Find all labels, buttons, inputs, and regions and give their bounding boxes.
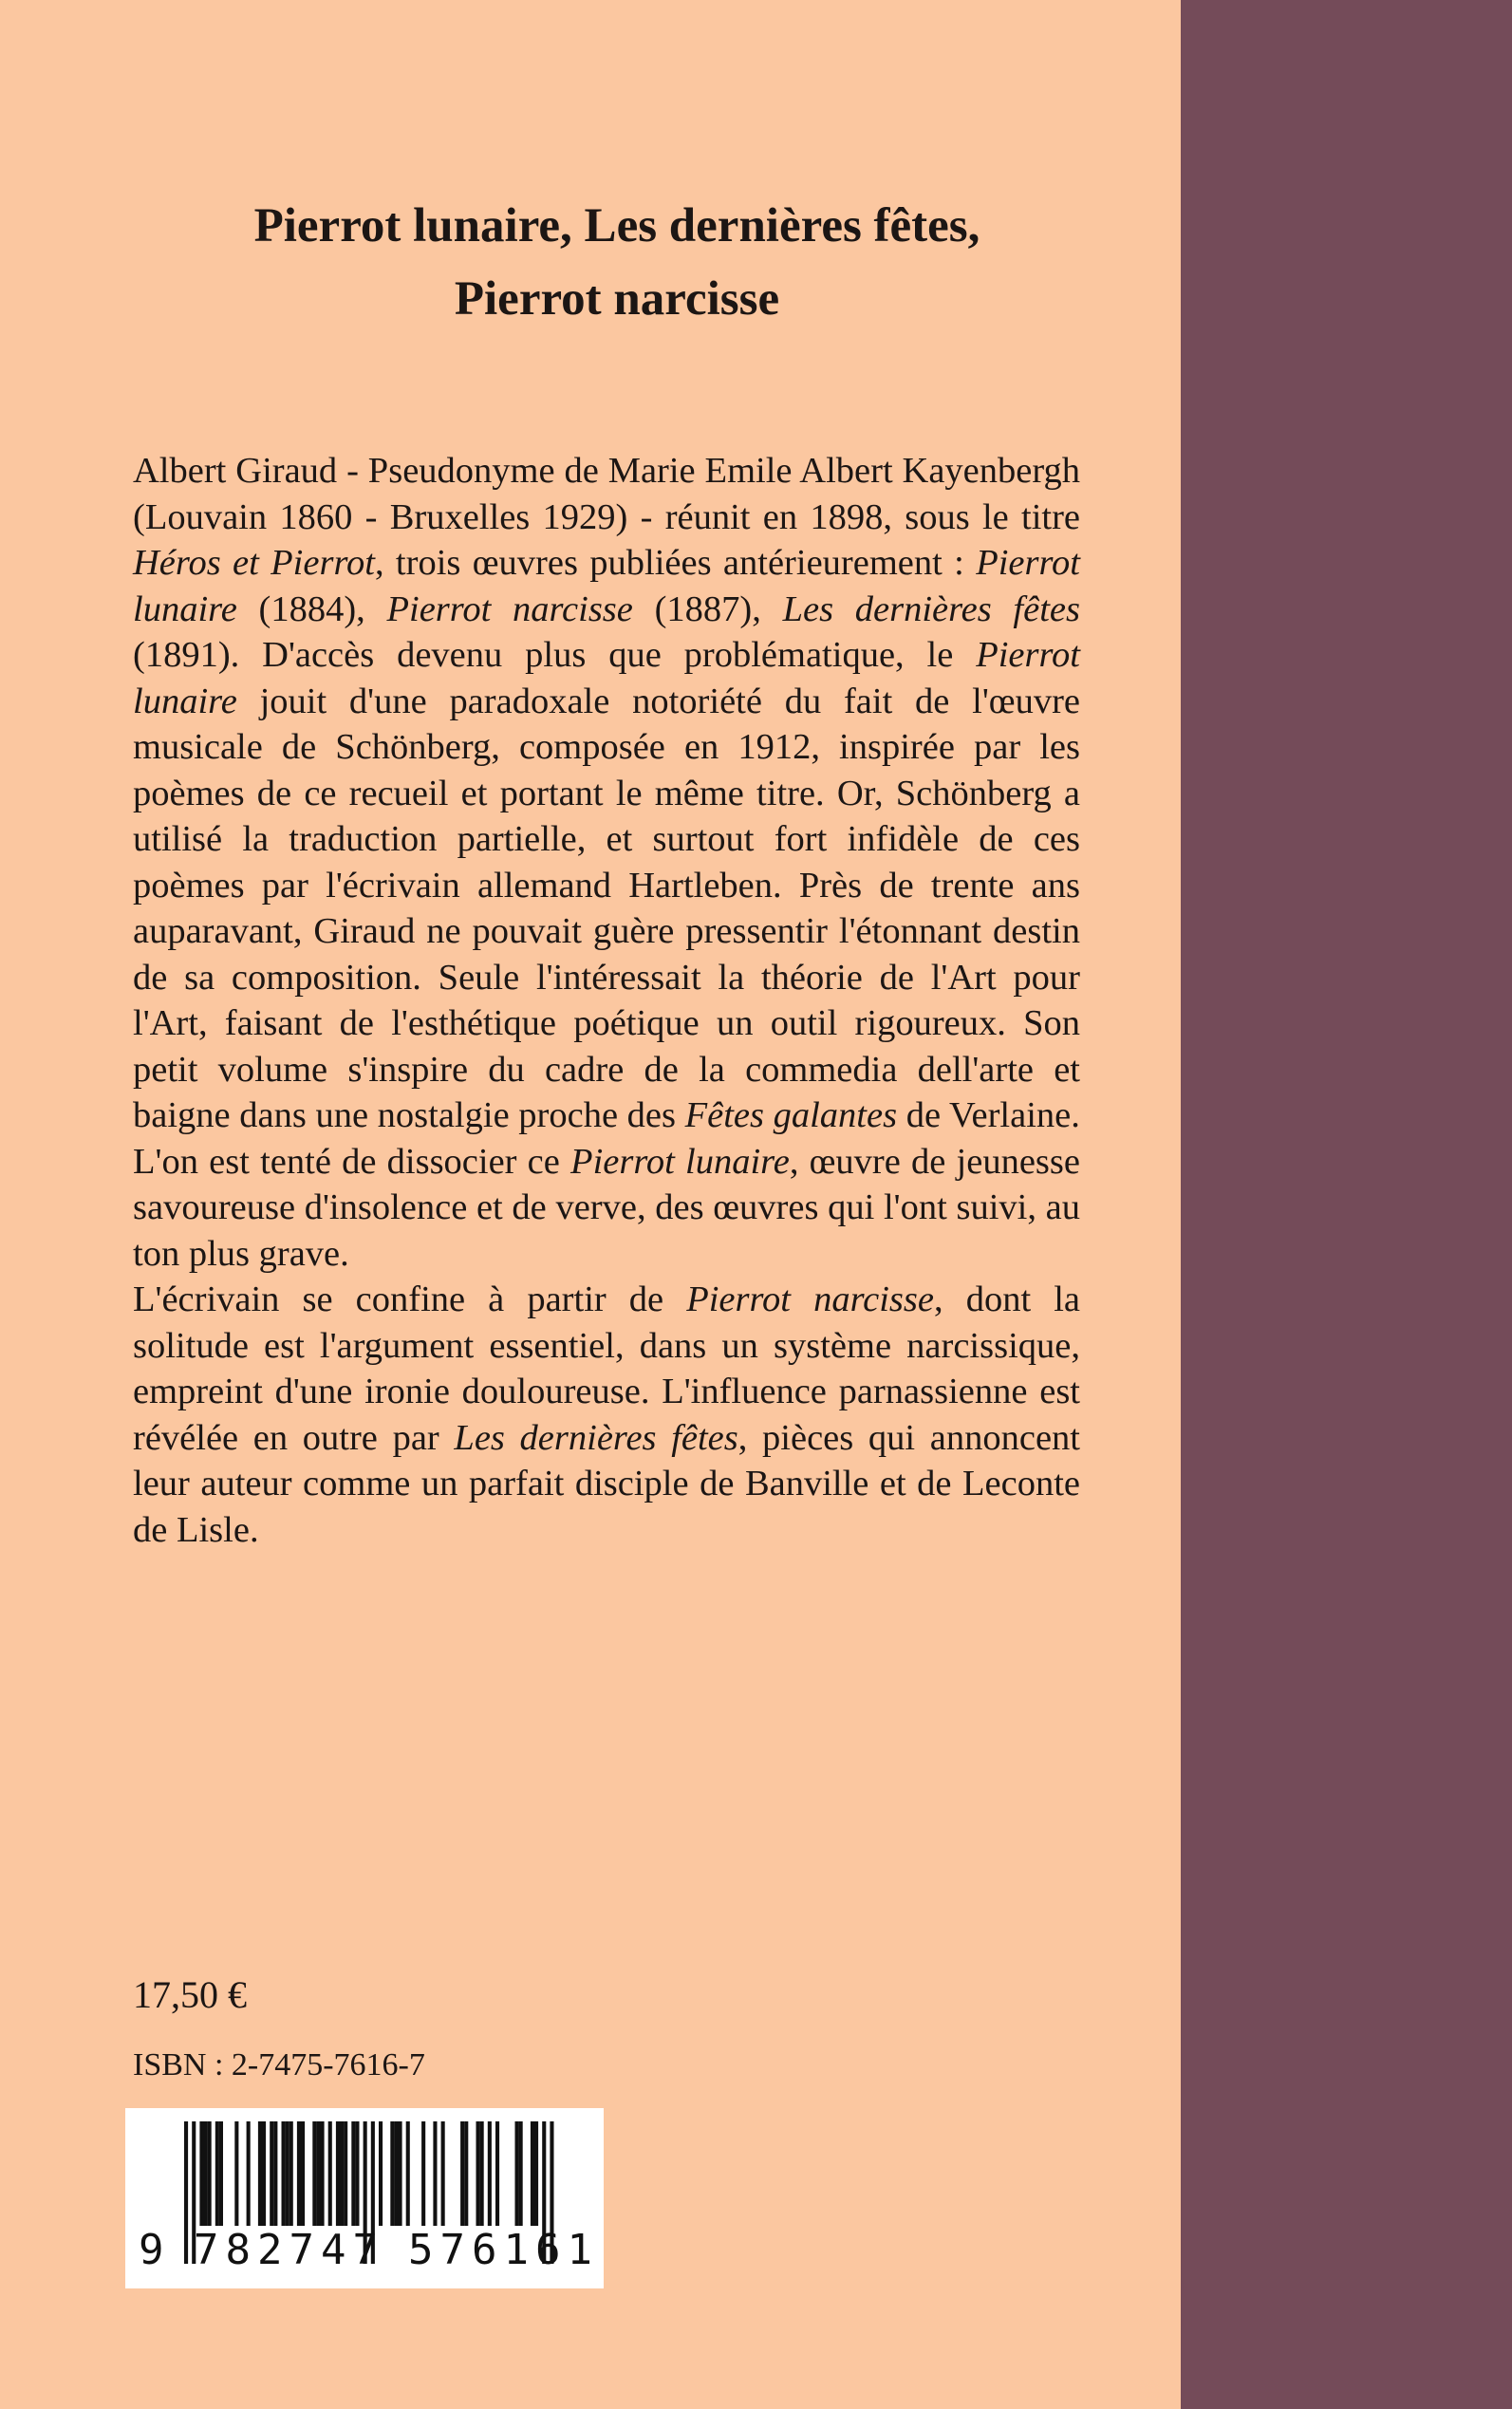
barcode-bar xyxy=(282,2121,286,2226)
barcode-bar xyxy=(208,2121,212,2226)
barcode-bar xyxy=(495,2121,499,2226)
blurb xyxy=(133,448,1080,1553)
barcode-bar xyxy=(219,2121,223,2226)
text-run: (1884), xyxy=(236,588,387,629)
italic-work-title: Les dernières fêtes xyxy=(454,1417,738,1458)
barcode-bar xyxy=(406,2121,410,2226)
barcode-bar xyxy=(379,2121,383,2226)
text-run: , œuvre de jeunesse savoureuse d'insolence et de verve, des œuvres qui l'ont suivi, au ton plus grave. xyxy=(133,1141,1080,1274)
barcode-bar xyxy=(247,2121,251,2226)
barcode-bar xyxy=(476,2121,480,2226)
barcode-bar xyxy=(328,2121,332,2226)
barcode-bar xyxy=(340,2121,344,2226)
text-run: Albert Giraud - Pseudonyme de Marie Emile Albert Kayenbergh (Louvain 1860 - Bruxelles 1929) - réunit en 1898, sous le titre xyxy=(133,451,1080,537)
text-run: (1887), xyxy=(632,588,783,629)
barcode-bar xyxy=(464,2121,468,2226)
barcode-bar xyxy=(390,2121,394,2226)
barcode-bar xyxy=(441,2121,445,2226)
blurb-paragraph-2 xyxy=(133,1139,1080,1278)
barcode-right-group: 576161 xyxy=(408,2226,599,2274)
barcode-bar xyxy=(399,2121,402,2226)
barcode-bar xyxy=(199,2121,203,2226)
barcode-bar xyxy=(421,2121,425,2226)
text-run: L'écrivain se confine à partir de xyxy=(133,1279,687,1319)
barcode xyxy=(125,2108,604,2288)
text-run: , dont la solitude est l'argument essentiel, dans un système narcissique, empreint d'une ironie douloureuse. L'influence parnassienne est révélée en outre par xyxy=(133,1279,1080,1458)
barcode-bar xyxy=(480,2121,484,2226)
barcode-bar xyxy=(204,2121,208,2226)
barcode-bar xyxy=(234,2121,238,2226)
barcode-bar xyxy=(286,2121,289,2226)
italic-work-title: Les dernières fêtes xyxy=(782,588,1080,629)
book-title-line-2: Pierrot narcisse xyxy=(454,272,780,326)
barcode-bar xyxy=(351,2121,355,2226)
barcode-bar xyxy=(321,2121,325,2226)
italic-work-title: Pierrot narcisse xyxy=(686,1279,934,1319)
barcode-bar xyxy=(297,2121,301,2226)
text-run: , trois œuvres publiées antérieurement : xyxy=(374,543,977,583)
barcode-bar xyxy=(433,2121,437,2226)
italic-work-title: Pierrot lunaire xyxy=(133,635,1080,721)
italic-work-title: Pierrot lunaire xyxy=(133,543,1080,629)
book-title-line-1: Pierrot lunaire, Les dernières fêtes, xyxy=(253,199,980,252)
barcode-bar xyxy=(515,2121,519,2226)
blurb-paragraph-1 xyxy=(133,448,1080,1139)
barcode-bar xyxy=(488,2121,492,2226)
isbn: ISBN : 2-7475-7616-7 xyxy=(133,2047,425,2082)
italic-work-title: Pierrot lunaire xyxy=(570,1141,790,1182)
italic-work-title: Pierrot narcisse xyxy=(386,588,633,629)
barcode-bar xyxy=(215,2121,219,2226)
text-run: L'on est tenté de dissocier ce xyxy=(133,1141,571,1182)
spine-color-band xyxy=(1181,0,1512,2409)
barcode-bar xyxy=(312,2121,316,2226)
text-run: jouit d'une paradoxale notoriété du fait de l'œuvre musicale de Schönberg, composée en 1912, inspirée par les poèmes de ce recueil et portant le même titre. Or, Schönberg a utilisé la traduction partielle, et surtout fort infidèle de ces poèmes par l'écrivain allemand Hartleben. Près de trente ans auparavant, Giraud ne pouvait guère pressentir l'étonnant destin de sa composition. Seule l'intéressait la théorie de l'Art pour l'Art, faisant de l'esthétique poétique un outil rigoureux. Son petit volume s'inspire du cadre de la commedia dell'arte et baigne dans une nostalgie proche des xyxy=(133,681,1080,1135)
book-title xyxy=(76,190,1158,336)
barcode-digits xyxy=(125,2222,604,2279)
barcode-bar xyxy=(519,2121,523,2226)
barcode-bar xyxy=(336,2121,340,2226)
barcode-bar xyxy=(301,2121,305,2226)
barcode-bar xyxy=(460,2121,464,2226)
italic-work-title: Héros et Pierrot xyxy=(133,543,375,583)
blurb-paragraph-3 xyxy=(133,1277,1080,1553)
barcode-bar xyxy=(394,2121,398,2226)
barcode-bar xyxy=(258,2121,262,2226)
barcode-bar xyxy=(270,2121,273,2226)
barcode-left-group: 782747 xyxy=(194,2226,384,2274)
text-run: , pièces qui annoncent leur auteur comme un parfait disciple de Banville et de Leconte de Lisle. xyxy=(133,1417,1080,1550)
barcode-bar xyxy=(534,2121,538,2226)
barcode-bar xyxy=(531,2121,534,2226)
barcode-bar xyxy=(289,2121,293,2226)
barcode-bar xyxy=(262,2121,266,2226)
barcode-bar xyxy=(344,2121,347,2226)
text-run: (1891). D'accès devenu plus que problématique, le xyxy=(133,635,977,675)
italic-work-title: Fêtes galantes xyxy=(684,1095,898,1135)
barcode-first-digit: 9 xyxy=(139,2226,164,2274)
text-run: de Verlaine. xyxy=(897,1095,1080,1135)
barcode-bar xyxy=(316,2121,320,2226)
barcode-bar xyxy=(273,2121,277,2226)
price: 17,50 € xyxy=(133,1973,247,2016)
barcode-bar xyxy=(355,2121,359,2226)
